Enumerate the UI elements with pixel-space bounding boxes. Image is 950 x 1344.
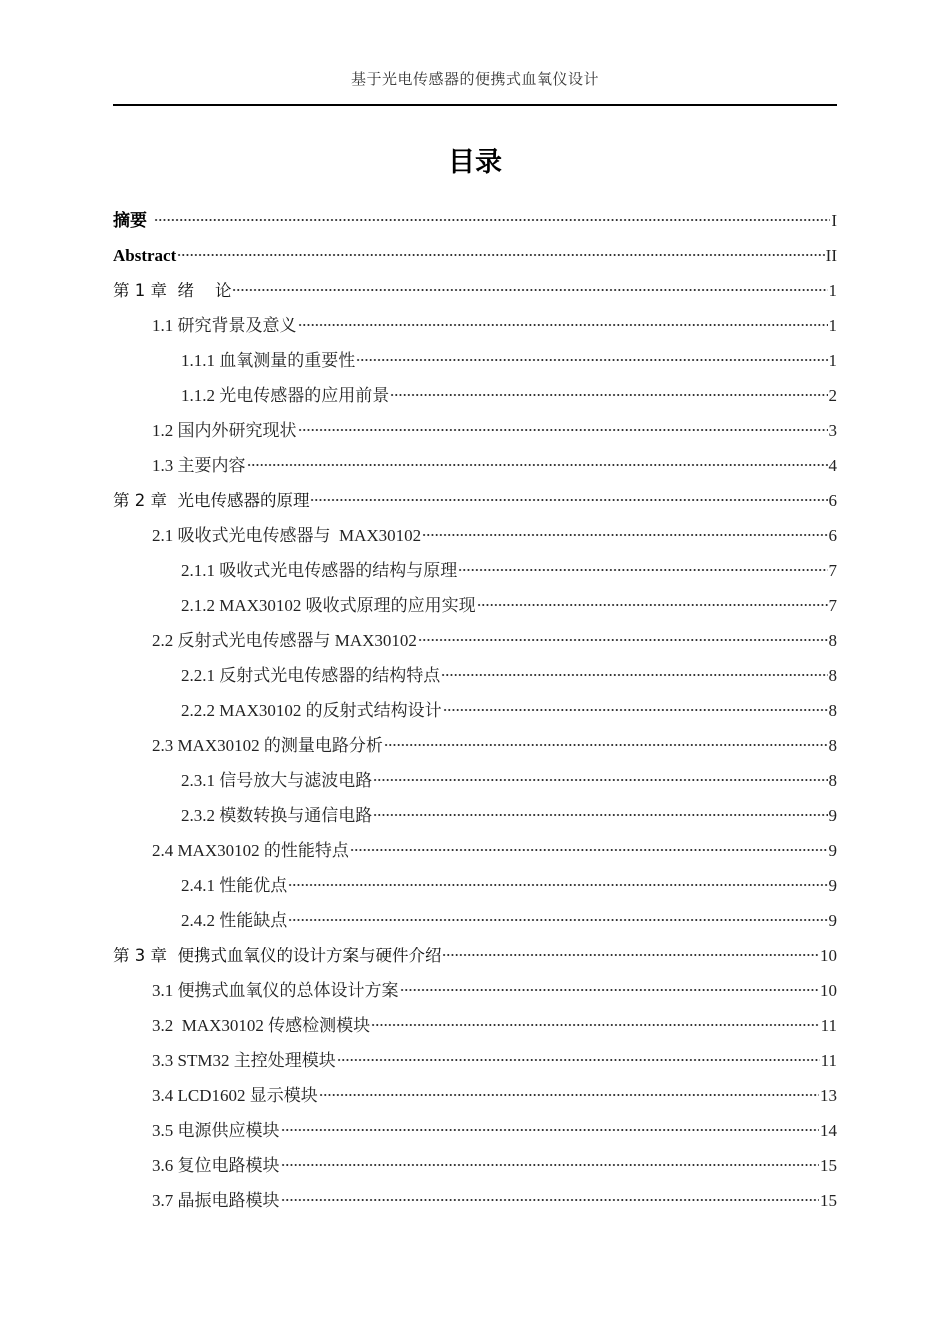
toc-entry-label: 3.6 复位电路模块 — [152, 1156, 280, 1175]
dot-leader — [298, 324, 828, 326]
toc-entry-page: 1 — [828, 316, 837, 335]
toc-entry-2-2-1[interactable] — [113, 658, 837, 693]
toc-entry-page: 1 — [828, 281, 837, 300]
dot-leader — [418, 639, 828, 641]
toc-entry-label: Abstract — [113, 246, 177, 265]
dot-leader — [281, 1199, 820, 1201]
toc-entry-page: 13 — [820, 1086, 837, 1105]
toc-entry-label: 2.1 吸收式光电传感器与 MAX30102 — [152, 526, 422, 545]
dot-leader — [288, 884, 827, 886]
dot-leader — [443, 709, 828, 711]
toc-entry-page: 9 — [828, 841, 837, 860]
toc-entry-3-5[interactable] — [113, 1113, 837, 1148]
toc-entry-page: 1 — [828, 351, 837, 370]
toc-entry-label: 1.2 国内外研究现状 — [152, 421, 297, 440]
running-header: 基于光电传感器的便携式血氧仪设计 — [350, 70, 599, 88]
toc-entry-label: 1.1 研究背景及意义 — [152, 316, 297, 335]
toc-entry-page: 11 — [820, 1051, 837, 1070]
toc-entry-page: 9 — [828, 876, 837, 895]
toc-entry-label: 3.4 LCD1602 显示模块 — [152, 1086, 318, 1105]
dot-leader — [422, 534, 827, 536]
toc-entry-page: 9 — [828, 911, 837, 930]
toc-entry-label: 3.2 MAX30102 传感检测模块 — [152, 1016, 371, 1035]
toc-entry-label: 2.2.2 MAX30102 的反射式结构设计 — [181, 701, 442, 720]
toc-entry-1-1[interactable] — [113, 308, 837, 343]
toc-entry-chapter-2[interactable] — [113, 483, 837, 518]
toc-entry-label: 3.3 STM32 主控处理模块 — [152, 1051, 336, 1070]
header-rule — [113, 104, 837, 106]
toc-entry-1-2[interactable] — [113, 413, 837, 448]
toc-entry-label: 2.3 MAX30102 的测量电路分析 — [152, 736, 383, 755]
toc-entry-page: 6 — [828, 491, 837, 510]
dot-leader — [247, 464, 828, 466]
toc-entry-page: 8 — [828, 771, 837, 790]
dot-leader — [281, 1164, 820, 1166]
toc-entry-2-2-2[interactable] — [113, 693, 837, 728]
toc-entry-label: 3.5 电源供应模块 — [152, 1121, 280, 1140]
toc-entry-2-4[interactable] — [113, 833, 837, 868]
dot-leader — [442, 954, 819, 956]
toc-entry-1-3[interactable] — [113, 448, 837, 483]
dot-leader — [281, 1129, 820, 1131]
dot-leader — [371, 1024, 819, 1026]
toc-entry-page: 9 — [828, 806, 837, 825]
toc-entry-label: 2.4.2 性能缺点 — [181, 911, 288, 930]
toc-entry-label: 第 2 章 光电传感器的原理 — [113, 491, 310, 510]
toc-entry-label: 摘要 — [113, 211, 153, 231]
toc-entry-page: 8 — [828, 631, 837, 650]
dot-leader — [154, 219, 830, 221]
toc-entry-page: 15 — [820, 1191, 837, 1210]
dot-leader — [400, 989, 820, 991]
toc-entry-page: 7 — [828, 596, 837, 615]
toc-entry-label: 2.3.2 模数转换与通信电路 — [181, 806, 373, 825]
dot-leader — [350, 849, 828, 851]
dot-leader — [298, 429, 828, 431]
toc-entry-chapter-3[interactable] — [113, 938, 837, 973]
dot-leader — [441, 674, 827, 676]
toc-entry-label: 3.1 便携式血氧仪的总体设计方案 — [152, 981, 399, 1000]
toc-entry-page: 7 — [828, 561, 837, 580]
dot-leader — [373, 814, 827, 816]
toc-entry-abstract-en[interactable] — [113, 238, 837, 273]
toc-entry-3-3[interactable] — [113, 1043, 837, 1078]
dot-leader — [319, 1094, 819, 1096]
toc-entry-2-4-1[interactable] — [113, 868, 837, 903]
toc-entry-page: 4 — [828, 456, 837, 475]
toc-entry-page: 6 — [828, 526, 837, 545]
toc-entry-label: 2.3.1 信号放大与滤波电路 — [181, 771, 373, 790]
toc-entry-label: 1.1.1 血氧测量的重要性 — [181, 351, 356, 370]
toc-entry-3-4[interactable] — [113, 1078, 837, 1113]
toc-entry-abstract-zh[interactable] — [113, 203, 837, 238]
toc-entry-label: 第 1 章 绪 论 — [113, 281, 232, 300]
toc-entry-2-4-2[interactable] — [113, 903, 837, 938]
toc-entry-2-1[interactable] — [113, 518, 837, 553]
dot-leader — [337, 1059, 820, 1061]
toc-entry-label: 2.2.1 反射式光电传感器的结构特点 — [181, 666, 441, 685]
toc-entry-2-1-2[interactable] — [113, 588, 837, 623]
dot-leader — [477, 604, 828, 606]
dot-leader — [310, 499, 827, 501]
toc-entry-page: II — [825, 246, 837, 265]
dot-leader — [288, 919, 827, 921]
toc-entry-page: 11 — [820, 1016, 837, 1035]
toc-entry-label: 2.4.1 性能优点 — [181, 876, 288, 895]
toc-entry-1-1-1[interactable] — [113, 343, 837, 378]
toc-entry-2-2[interactable] — [113, 623, 837, 658]
toc-entry-page: 10 — [820, 981, 837, 1000]
toc-entry-label: 2.2 反射式光电传感器与 MAX30102 — [152, 631, 417, 650]
toc-entry-2-3-2[interactable] — [113, 798, 837, 833]
dot-leader — [458, 569, 827, 571]
toc-entry-page: I — [831, 211, 837, 230]
toc-entry-page: 8 — [828, 666, 837, 685]
dot-leader — [373, 779, 827, 781]
toc-entry-chapter-1[interactable] — [113, 273, 837, 308]
dot-leader — [232, 289, 827, 291]
toc-entry-3-7[interactable] — [113, 1183, 837, 1218]
toc-entry-3-6[interactable] — [113, 1148, 837, 1183]
toc-entry-2-1-1[interactable] — [113, 553, 837, 588]
toc-entry-page: 10 — [820, 946, 837, 965]
toc-entry-2-3-1[interactable] — [113, 763, 837, 798]
toc-entry-label: 2.4 MAX30102 的性能特点 — [152, 841, 349, 860]
toc-entry-label: 1.3 主要内容 — [152, 456, 246, 475]
dot-leader — [356, 359, 827, 361]
toc-entry-page: 2 — [828, 386, 837, 405]
toc-entry-page: 3 — [828, 421, 837, 440]
toc-entry-label: 1.1.2 光电传感器的应用前景 — [181, 386, 390, 405]
toc-entry-2-3[interactable] — [113, 728, 837, 763]
toc-entry-page: 8 — [828, 701, 837, 720]
toc-entry-label: 2.1.2 MAX30102 吸收式原理的应用实现 — [181, 596, 476, 615]
toc-title: 目录 — [448, 147, 502, 178]
toc-entry-3-2[interactable] — [113, 1008, 837, 1043]
toc-entry-page: 15 — [820, 1156, 837, 1175]
toc-entry-1-1-2[interactable] — [113, 378, 837, 413]
toc-entry-3-1[interactable] — [113, 973, 837, 1008]
toc-entry-page: 14 — [820, 1121, 837, 1140]
dot-leader — [384, 744, 828, 746]
table-of-contents — [113, 203, 837, 1218]
toc-entry-page: 8 — [828, 736, 837, 755]
dot-leader — [177, 254, 824, 256]
toc-entry-label: 3.7 晶振电路模块 — [152, 1191, 280, 1210]
toc-entry-label: 2.1.1 吸收式光电传感器的结构与原理 — [181, 561, 458, 580]
dot-leader — [390, 394, 827, 396]
toc-entry-label: 第 3 章 便携式血氧仪的设计方案与硬件介绍 — [113, 946, 442, 965]
